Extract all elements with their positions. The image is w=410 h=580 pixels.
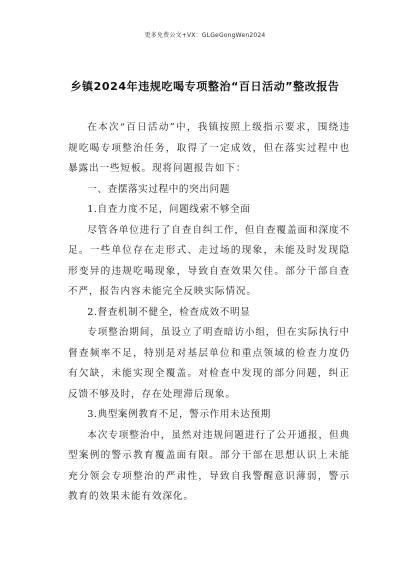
document-body xyxy=(68,118,350,508)
subsection-heading: 1.自查力度不足，问题线索不够全面 xyxy=(87,204,251,215)
subsection-heading: 2.督查机制不健全，检查成效不明显 xyxy=(87,306,251,318)
body-paragraph: 尽管各单位进行了自查自纠工作，但自查覆盖面和深度不足。一些单位存在走形式、走过场的现象，未能及时发现隐形变异的违规吃喝现象，导致自查效果欠佳。部分干部自查不严，报告内容未能完全反映实际情况。 xyxy=(68,224,350,297)
document-title: 乡镇2024年违规吃喝专项整治“百日活动”整改报告 xyxy=(70,80,340,93)
header-note: 更多免费公文+VX：GLGeGongWen2024 xyxy=(144,32,266,39)
intro-paragraph: 在本次“百日活动”中，我镇按照上级指示要求，围绕违规吃喝专项整治任务，取得了一定成效，但在落实过程中也暴露出一些短板。现将问题报告如下： xyxy=(68,122,350,174)
subsection-heading: 3.典型案例教育不足，警示作用未达预期 xyxy=(87,409,271,420)
body-paragraph: 专项整治期间，虽设立了明查暗访小组，但在实际执行中督查频率不足，特别是对基层单位和重点领域的检查力度仍有欠缺，未能实现全覆盖。对检查中发现的部分问题，纠正反馈不够及时，存在处理滞后现象。 xyxy=(68,327,350,400)
section-heading: 一、查摆落实过程中的突出问题 xyxy=(87,183,230,195)
body-paragraph: 本次专项整治中，虽然对违规问题进行了公开通报，但典型案例的警示教育覆盖面有限。部分干部在思想认识上未能充分领会专项整治的严肃性，导致自我警醒意识薄弱，警示教育的效果未能有效深化。 xyxy=(68,429,350,502)
